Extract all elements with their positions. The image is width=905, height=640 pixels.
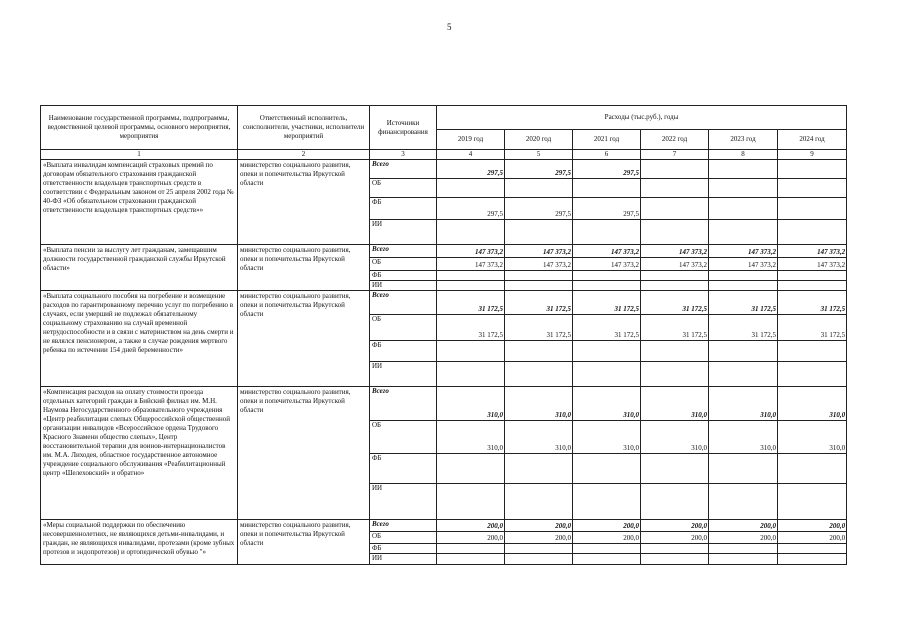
expense-value: 147 373,2 [505,258,573,271]
funding-source: Всего [370,160,437,179]
expense-value: 200,0 [505,520,573,532]
table-row [41,160,847,179]
col-number: 1 [41,150,238,160]
funding-source: ФБ [370,544,437,554]
expense-value [505,179,573,198]
expense-value [505,454,573,484]
expense-value [573,281,641,291]
executor: министерство социального развития, опеки и попечительства Иркутской области [238,520,370,565]
expense-value: 310,0 [641,421,709,454]
table-row [41,291,847,315]
expense-value [709,160,778,179]
expense-value [778,281,847,291]
expense-value: 147 373,2 [709,245,778,258]
expense-value: 200,0 [573,532,641,544]
expense-value: 200,0 [778,532,847,544]
header-year: 2022 год [641,130,709,150]
expense-value [437,220,505,245]
table-row [41,245,847,258]
funding-source: ОБ [370,258,437,271]
funding-source: ИИ [370,484,437,520]
expense-value: 310,0 [437,387,505,421]
expense-value [641,544,709,554]
expense-value: 147 373,2 [778,245,847,258]
expense-value [778,554,847,565]
expense-value: 147 373,2 [778,258,847,271]
expense-value: 200,0 [505,532,573,544]
header-year: 2020 год [505,130,573,150]
expense-value [437,554,505,565]
funding-source: Всего [370,520,437,532]
expense-value: 297,5 [505,160,573,179]
funding-source: ИИ [370,281,437,291]
executor: министерство социального развития, опеки и попечительства Иркутской области [238,387,370,520]
header-expenses: Расходы (тыс.руб.), годы [437,106,847,130]
expense-value [778,362,847,387]
funding-source: ИИ [370,220,437,245]
expense-value: 31 172,5 [573,315,641,341]
funding-source: ФБ [370,341,437,362]
expense-value [778,544,847,554]
expense-value [778,271,847,281]
expense-value: 310,0 [709,387,778,421]
col-number: 4 [437,150,505,160]
expense-value: 31 172,5 [573,291,641,315]
expense-value: 310,0 [573,387,641,421]
header-year: 2023 год [709,130,778,150]
expense-value [709,544,778,554]
expense-value [709,484,778,520]
col-number: 3 [370,150,437,160]
expense-value [437,281,505,291]
expense-value [709,220,778,245]
col-number: 9 [778,150,847,160]
header-name: Наименование государственной программы, подпрограммы, ведомственной целевой программы, основного мероприятия, мероприятия [41,106,238,150]
expense-value [709,271,778,281]
expense-value [505,341,573,362]
expense-value [778,454,847,484]
expense-value [505,362,573,387]
expense-value [505,220,573,245]
expense-value: 200,0 [437,520,505,532]
col-number: 7 [641,150,709,160]
expense-value [505,544,573,554]
expense-value [778,179,847,198]
expense-value: 200,0 [709,532,778,544]
expense-value [573,454,641,484]
executor: министерство социального развития, опеки и попечительства Иркутской области [238,245,370,291]
expense-value [709,454,778,484]
expense-value: 31 172,5 [778,315,847,341]
expense-value [778,220,847,245]
table-row [41,387,847,421]
expense-value: 147 373,2 [641,245,709,258]
expense-value [437,544,505,554]
expense-value: 310,0 [505,421,573,454]
expense-value [641,341,709,362]
header-executor: Ответственный исполнитель, соисполнители, участники, исполнители мероприятий [238,106,370,150]
expense-value: 31 172,5 [505,291,573,315]
funding-source: ИИ [370,554,437,565]
header-year: 2019 год [437,130,505,150]
header-source: Источники финансирования [370,106,437,150]
expense-value: 310,0 [778,421,847,454]
expense-value [437,341,505,362]
col-number: 6 [573,150,641,160]
expense-value: 200,0 [778,520,847,532]
expense-value [709,281,778,291]
expense-value [437,484,505,520]
expense-value: 147 373,2 [437,245,505,258]
executor: министерство социального развития, опеки и попечительства Иркутской области [238,291,370,387]
measure-name: «Меры социальной поддержки по обеспечению несовершеннолетних, не являющихся детьми-инвалидами, и граждан, не являющихся инвалидами, протезами (кроме зубных протезов и эндопротезов) и ортопедической обувью "» [41,520,238,565]
funding-source: ОБ [370,179,437,198]
table-row [41,520,847,532]
expense-value [641,160,709,179]
expense-value [641,281,709,291]
expense-value: 200,0 [437,532,505,544]
col-number: 8 [709,150,778,160]
expense-value: 297,5 [437,198,505,220]
expense-value [709,198,778,220]
expense-value: 147 373,2 [437,258,505,271]
expense-value: 200,0 [641,532,709,544]
expense-value: 31 172,5 [437,291,505,315]
expense-value: 310,0 [641,387,709,421]
funding-source: Всего [370,291,437,315]
page-number: 5 [447,22,452,32]
expense-value [778,341,847,362]
funding-source: ОБ [370,315,437,341]
executor: министерство социального развития, опеки и попечительства Иркутской области [238,160,370,245]
expense-value: 297,5 [505,198,573,220]
expense-value [573,179,641,198]
expense-value: 31 172,5 [778,291,847,315]
expense-value [437,271,505,281]
funding-source: Всего [370,245,437,258]
expense-value: 31 172,5 [641,291,709,315]
expense-value: 310,0 [778,387,847,421]
expense-value [505,271,573,281]
expense-value [709,341,778,362]
expense-value: 200,0 [573,520,641,532]
expense-value [709,362,778,387]
expense-value [573,484,641,520]
expense-value [709,554,778,565]
expense-value [778,198,847,220]
expense-value: 297,5 [573,198,641,220]
expense-value [641,271,709,281]
expense-value: 297,5 [573,160,641,179]
expense-value [641,484,709,520]
funding-source: ИИ [370,362,437,387]
expense-value [437,362,505,387]
expense-value [573,271,641,281]
funding-source: Всего [370,387,437,421]
expense-value: 31 172,5 [641,315,709,341]
col-number: 5 [505,150,573,160]
expense-value [641,198,709,220]
expenses-table [40,105,847,565]
funding-source: ФБ [370,454,437,484]
expense-value [573,220,641,245]
expense-value: 31 172,5 [437,315,505,341]
expense-value [641,362,709,387]
funding-source: ФБ [370,271,437,281]
header-year: 2024 год [778,130,847,150]
expense-value [505,281,573,291]
header-year: 2021 год [573,130,641,150]
expense-value: 31 172,5 [709,315,778,341]
expense-value [778,484,847,520]
expense-value: 147 373,2 [573,245,641,258]
col-number: 2 [238,150,370,160]
expense-value [437,179,505,198]
expense-value: 147 373,2 [709,258,778,271]
expense-value: 310,0 [573,421,641,454]
expense-value: 31 172,5 [505,315,573,341]
expense-value [573,554,641,565]
expense-value: 31 172,5 [709,291,778,315]
expense-value [505,554,573,565]
expense-value [641,179,709,198]
funding-source: ФБ [370,198,437,220]
expense-value [778,160,847,179]
expense-value: 147 373,2 [641,258,709,271]
expense-value [505,484,573,520]
expense-value [709,179,778,198]
expense-value [437,454,505,484]
measure-name: «Выплата пенсии за выслугу лет гражданам, замещавшим должности государственной гражданской службы Иркутской области» [41,245,238,291]
measure-name: «Компенсация расходов на оплату стоимости проезда отдельных категорий граждан в Бийский филиал им. М.Н. Наумова Негосударственного образовательного учреждения «Центр реабилитации слепых Общероссийской общественной организации инвалидов «Всероссийское ордена Трудового Красного Знамени общество слепых», Центр восстановительной терапии для воинов-интернационалистов им. М.А. Лиходея, областное государственное автономное учреждение социального обслуживания «Реабилитационный центр «Шелеховский» и обратно» [41,387,238,520]
expense-value: 200,0 [641,520,709,532]
expense-value [573,544,641,554]
expense-value [573,341,641,362]
expense-value: 200,0 [709,520,778,532]
expense-value: 297,5 [437,160,505,179]
expense-value: 147 373,2 [505,245,573,258]
funding-source: ОБ [370,421,437,454]
expense-value: 310,0 [505,387,573,421]
measure-name: «Выплата социального пособия на погребение и возмещение расходов по гарантированному перечню услуг по погребению в случаях, если умерший не подлежал обязательному социальному страхованию на случай временной нетрудоспособности и в связи с материнством на день смерти и не являлся пенсионером, а также в случае рождения мертвого ребенка по истечении 154 дней беременности» [41,291,238,387]
expense-value [641,220,709,245]
expense-value [641,454,709,484]
expense-value [573,362,641,387]
expense-value [641,554,709,565]
funding-source: ОБ [370,532,437,544]
expense-value: 147 373,2 [573,258,641,271]
expense-value: 310,0 [709,421,778,454]
expense-value: 310,0 [437,421,505,454]
measure-name: «Выплата инвалидам компенсаций страховых премий по договорам обязательного страхования гражданской ответственности владельцев транспортных средств в соответствии с Федеральным законом от 25 апреля 2002 года № 40-ФЗ «Об обязательном страховании гражданской ответственности владельцев транспортных средств»» [41,160,238,245]
